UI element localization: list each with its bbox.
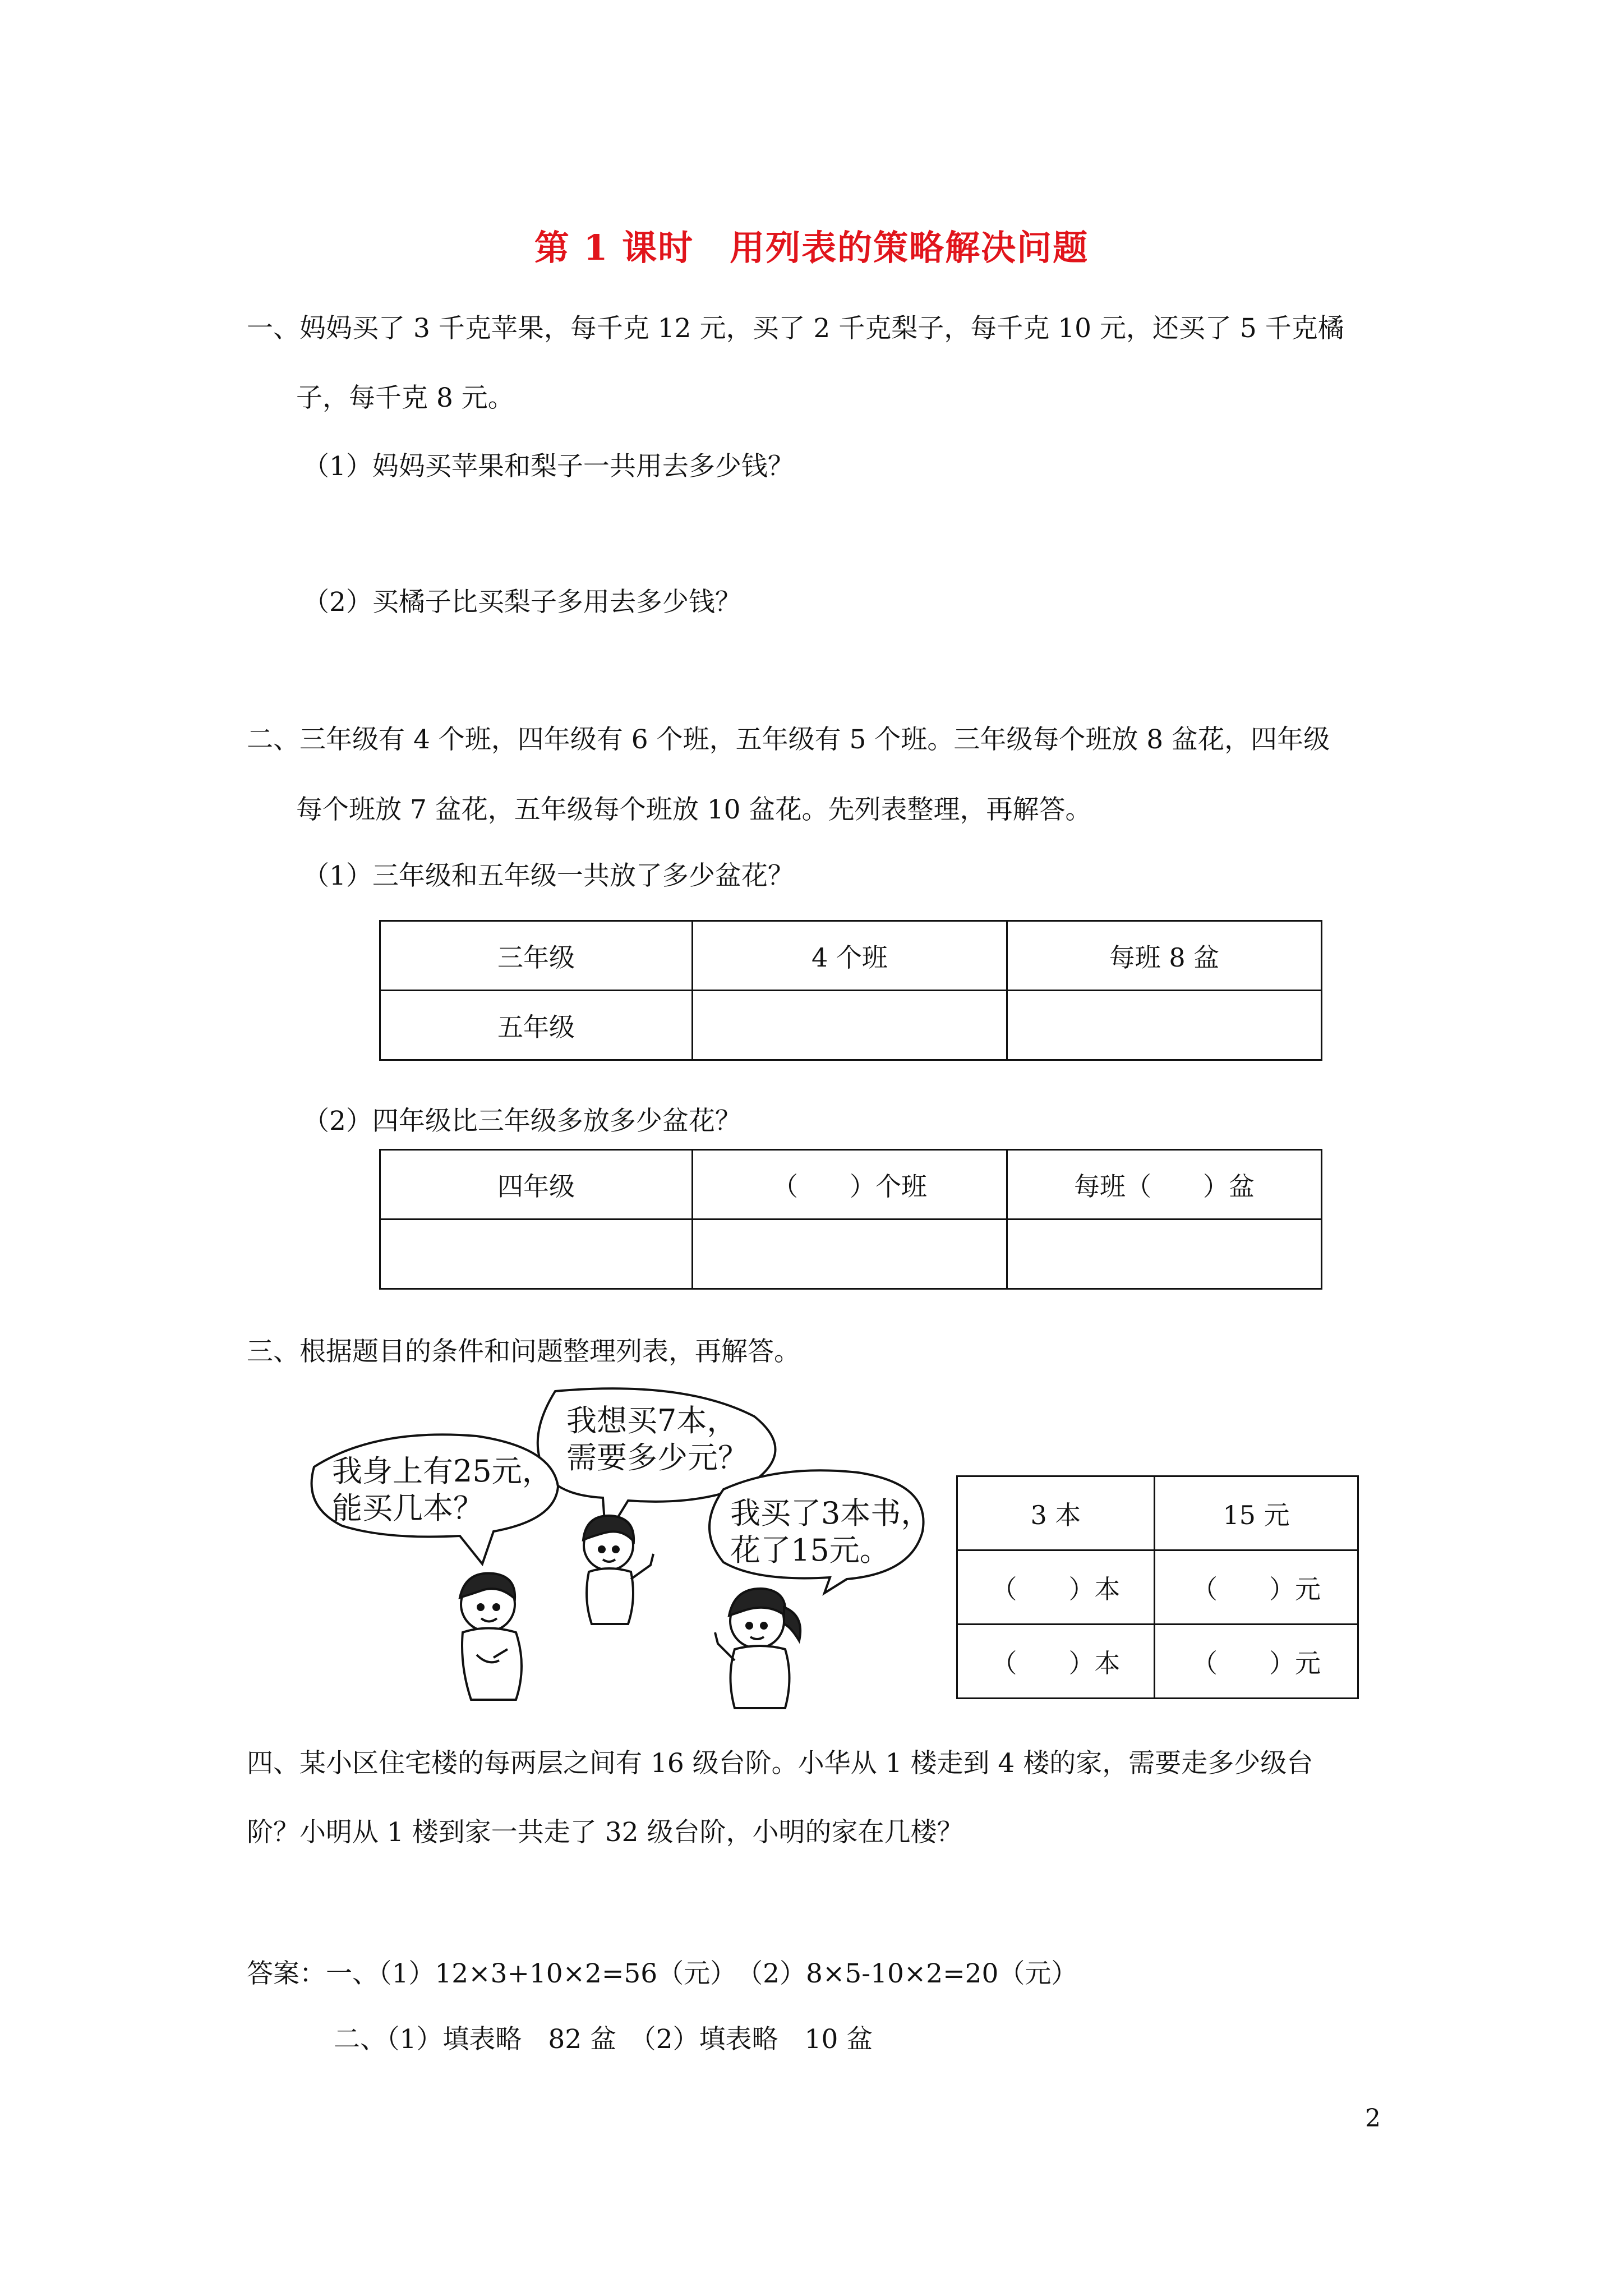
bubble-left-line1: 我身上有25元， <box>332 1453 552 1489</box>
page-title: 第 1 课时 用列表的策略解决问题 <box>534 227 1089 268</box>
q1-sub1: （1）妈妈买苹果和梨子一共用去多少钱？ <box>303 451 794 482</box>
table-cell[interactable] <box>1007 991 1322 1060</box>
table-cell: 15 元 <box>1155 1476 1358 1550</box>
q1-sub2: （2）买橘子比买梨子多用去多少钱？ <box>303 587 741 618</box>
bubble-top-line1: 我想买7本， <box>566 1403 737 1438</box>
bubble-left-text <box>332 1453 552 1527</box>
table-cell[interactable]: （ ）本 <box>957 1550 1155 1625</box>
bubble-right-line1: 我买了3本书， <box>730 1496 932 1531</box>
q2-line2: 每个班放 7 盆花，五年级每个班放 10 盆花。先列表整理，再解答。 <box>296 794 1092 825</box>
q3-line1: 三、根据题目的条件和问题整理列表，再解答。 <box>247 1336 800 1367</box>
q1-line2: 子，每千克 8 元。 <box>296 383 514 413</box>
q3-table <box>956 1475 1359 1699</box>
table-cell[interactable] <box>1007 1220 1322 1289</box>
answers-line2: 二、（1）填表略 82 盆 （2）填表略 10 盆 <box>334 2024 873 2055</box>
bubble-top-line2: 需要多少元？ <box>566 1439 748 1475</box>
q4-line1: 四、某小区住宅楼的每两层之间有 16 级台阶。小华从 1 楼走到 4 楼的家，需要走多少级台 <box>247 1748 1313 1779</box>
boy-left-figure <box>460 1573 522 1700</box>
table-cell[interactable]: （ ）本 <box>957 1625 1155 1699</box>
bubble-right-text <box>730 1495 931 1569</box>
q1-line1: 一、妈妈买了 3 千克苹果，每千克 12 元，买了 2 千克梨子，每千克 10 元，还买了 5 千克橘 <box>247 313 1344 344</box>
table-cell[interactable] <box>380 1220 693 1289</box>
table-cell: 每班 8 盆 <box>1007 921 1322 991</box>
table-cell: 4 个班 <box>693 921 1007 991</box>
table-cell: 三年级 <box>380 921 693 991</box>
q2-table1 <box>379 920 1322 1061</box>
boy-middle-figure <box>583 1516 653 1624</box>
bubble-left-line2: 能买几本？ <box>332 1490 483 1526</box>
table-cell[interactable]: （ ）元 <box>1155 1625 1358 1699</box>
table-cell: 五年级 <box>380 991 693 1060</box>
q4-line2: 阶？小明从 1 楼到家一共走了 32 级台阶，小明的家在几楼？ <box>247 1817 963 1848</box>
table-cell: 四年级 <box>380 1150 693 1220</box>
table-cell: 3 本 <box>957 1476 1155 1550</box>
table-cell[interactable]: 每班（ ）盆 <box>1007 1150 1322 1220</box>
girl-figure <box>715 1589 800 1708</box>
table-cell[interactable]: （ ）元 <box>1155 1550 1358 1625</box>
answers-line1: 答案：一、（1）12×3+10×2=56（元） （2）8×5-10×2=20（元） <box>247 1958 1078 1989</box>
table-cell[interactable]: （ ）个班 <box>693 1150 1007 1220</box>
q2-sub2: （2）四年级比三年级多放多少盆花？ <box>303 1106 741 1137</box>
table-cell[interactable] <box>693 991 1007 1060</box>
page-number: 2 <box>1365 2104 1381 2133</box>
table-cell[interactable] <box>693 1220 1007 1289</box>
q2-table2 <box>379 1149 1322 1290</box>
bubble-top-text <box>566 1402 748 1476</box>
bubble-right-line2: 花了15元。 <box>730 1532 890 1568</box>
q2-sub1: （1）三年级和五年级一共放了多少盆花？ <box>303 861 794 891</box>
q2-line1: 二、三年级有 4 个班，四年级有 6 个班，五年级有 5 个班。三年级每个班放 8 盆花，四年级 <box>247 724 1330 755</box>
